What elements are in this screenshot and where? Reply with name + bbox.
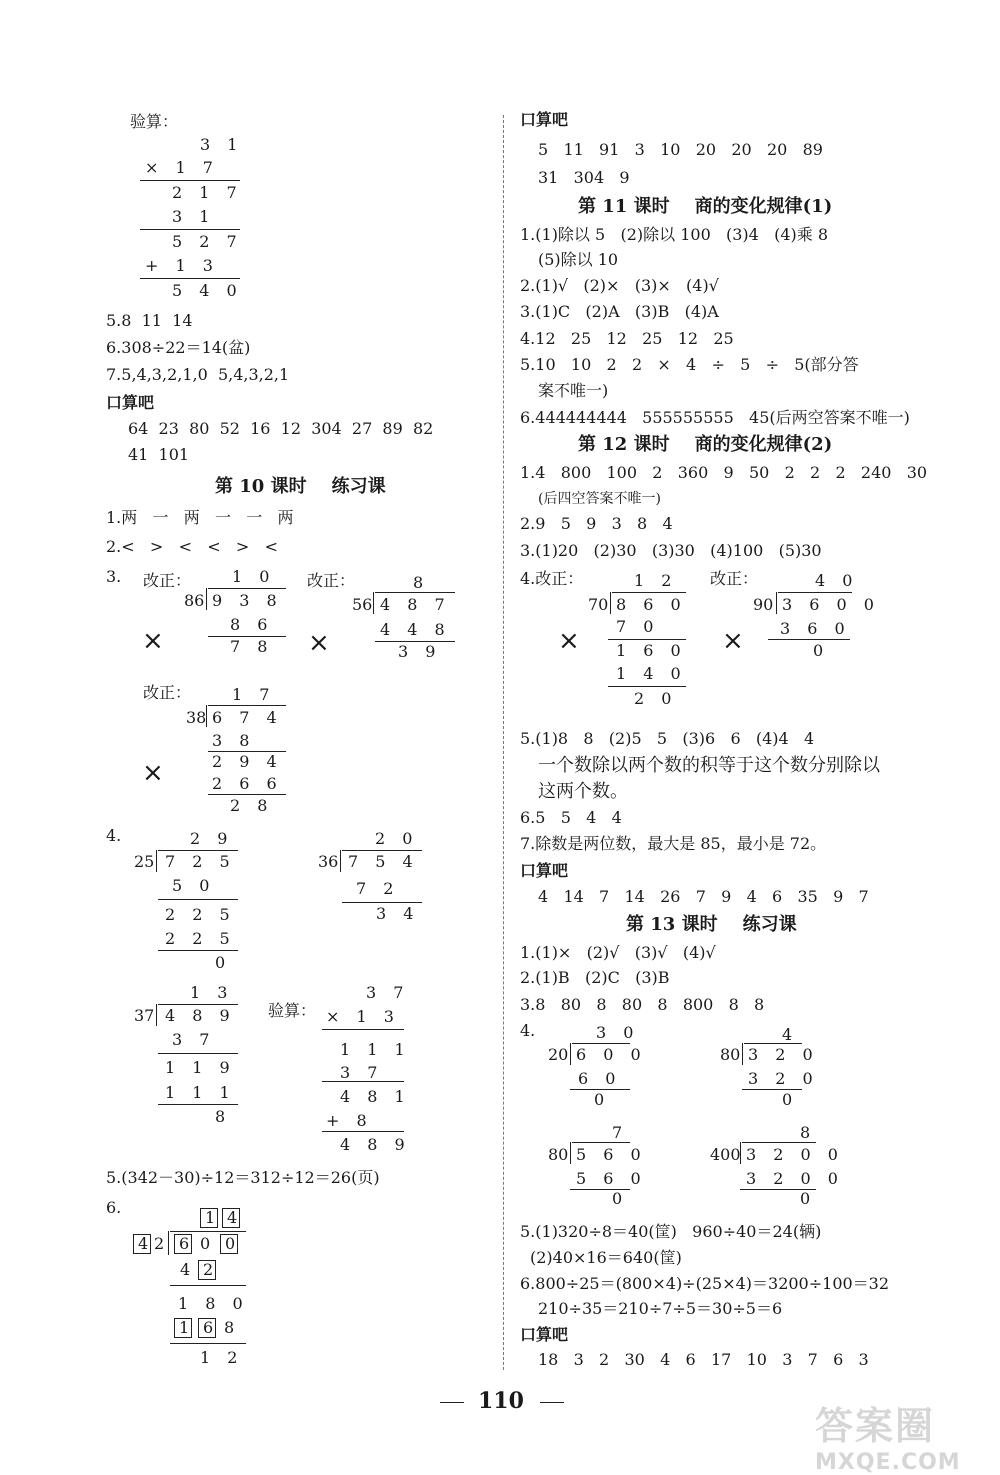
box-digit: 6: [203, 1318, 214, 1337]
divisor: 37: [134, 1006, 155, 1025]
watermark-logo: [815, 1395, 990, 1475]
l13-q5: 5.(1)320÷8＝40(筐) 960÷40＝24(辆): [520, 1222, 822, 1241]
l10-q3: 3.: [106, 567, 122, 586]
column-divider: [503, 115, 504, 1370]
rule-line: [140, 278, 240, 279]
wrong-mark-icon: ×: [142, 758, 164, 788]
rule-line: [140, 180, 240, 181]
l11-q3: 3.(1)C (2)A (3)B (4)A: [520, 302, 719, 321]
partial-product: 3 7: [172, 1030, 216, 1049]
division-bar: [208, 588, 286, 589]
division-bracket: [742, 1043, 743, 1065]
remainder: 8: [215, 1107, 226, 1126]
mult-row: × 1 3: [326, 1007, 400, 1026]
quotient: 1 2: [634, 571, 678, 590]
l10-q2: 2.< > < < > <: [106, 537, 278, 556]
watermark-text: 答案圈: [815, 1404, 936, 1448]
quotient: 7: [612, 1123, 623, 1142]
correction-label: 改正：: [143, 683, 192, 702]
l12-q3: 3.(1)20 (2)30 (3)30 (4)100 (5)30: [520, 541, 822, 560]
division-bracket: [570, 1043, 571, 1065]
dividend: 6 7 4: [212, 708, 283, 727]
wrong-mark-icon: ×: [142, 626, 164, 656]
partial-product: 8 6: [230, 615, 274, 634]
partial-remainder: 1 8 0: [178, 1294, 249, 1313]
rule-line: [170, 1285, 246, 1286]
oral-answers: 41 101: [128, 445, 190, 464]
partial-product: 6 0: [578, 1069, 622, 1088]
rule-line: [322, 1029, 404, 1030]
rule-line: [158, 1104, 238, 1105]
l12-q7: 7.除数是两位数，最大是 85，最小是 72。: [520, 834, 827, 853]
check-label: 验算：: [130, 112, 179, 131]
rule-line: [742, 1089, 802, 1090]
rule-line: [342, 902, 422, 903]
partial-product: 2 2 5: [165, 929, 236, 948]
box-digit: 1: [205, 1208, 216, 1227]
l12-q5-rule-cont: 这两个数。: [538, 781, 628, 802]
division-bar: [208, 705, 286, 706]
watermark-site: MXQE.COM: [815, 1450, 961, 1475]
partial-product: 3 2 0: [748, 1069, 819, 1088]
division-bar: [375, 592, 455, 593]
box-digit: 4: [138, 1234, 149, 1253]
rule-line: [158, 1053, 238, 1054]
dividend: 8 6 0: [616, 595, 687, 614]
l13-q6-cont: 210÷35＝210÷7÷5＝30÷5＝6: [538, 1299, 783, 1318]
mult-row: 5 2 7: [172, 232, 243, 251]
oral-label: 口算吧: [520, 861, 569, 880]
remainder: 0: [813, 641, 824, 660]
footer-dash: [440, 1402, 464, 1403]
divisor: 38: [186, 708, 207, 727]
l11-q1: 1.(1)除以 5 (2)除以 100 (3)4 (4)乘 8: [520, 225, 829, 244]
oral-answers: 31 304 9: [538, 168, 630, 187]
mult-row: 3 1: [200, 135, 244, 154]
remainder: 0: [800, 1189, 811, 1208]
wrong-mark-icon: ×: [558, 626, 580, 656]
partial-product: 3 6 0: [780, 619, 851, 638]
divisor: 25: [134, 852, 155, 871]
correction-label: 改正：: [307, 571, 356, 590]
l13-q3: 3.8 80 8 80 8 800 8 8: [520, 995, 765, 1014]
partial-remainder: 2 2 5: [165, 905, 236, 924]
rule-line: [208, 794, 286, 795]
quotient: 4 0: [815, 571, 859, 590]
mult-row: + 1 3: [145, 256, 219, 275]
correction-label: 改正：: [143, 571, 192, 590]
dividend: 5 6 0: [576, 1145, 647, 1164]
rule-line: [140, 229, 240, 230]
l12-q1-cont: (后四空答案不唯一): [538, 491, 661, 507]
l10-q4: 4.: [106, 826, 122, 845]
mult-row: + 8: [326, 1111, 373, 1130]
partial-remainder: 1 6 0: [616, 641, 687, 660]
product-digit: 8: [224, 1318, 235, 1337]
box-digit: 0: [225, 1234, 236, 1253]
answer-q7: 7.5,4,3,2,1,0 5,4,3,2,1: [106, 365, 290, 384]
quotient: 2 9: [190, 829, 234, 848]
divisor-digit: 2: [154, 1234, 165, 1253]
dividend: 4 8 7: [380, 595, 451, 614]
lesson-13-title: 第 13 课时 练习课: [626, 914, 797, 935]
wrong-mark-icon: ×: [722, 626, 744, 656]
remainder: 2 0: [634, 689, 678, 708]
partial-remainder: 1 1 9: [165, 1058, 236, 1077]
rule-line: [608, 686, 686, 687]
partial-product: 3 2 0 0: [746, 1169, 844, 1188]
quotient: 1 7: [232, 685, 276, 704]
oral-answers: 5 11 91 3 10 20 20 20 89: [538, 140, 823, 159]
oral-answers: 64 23 80 52 16 12 304 27 89 82: [128, 419, 434, 438]
remainder: 0: [215, 953, 226, 972]
division-bracket: [168, 1231, 169, 1255]
dividend: 3 2 0 0: [746, 1145, 844, 1164]
mult-row: 4 8 9: [340, 1135, 411, 1154]
mult-row: 3 7: [340, 1063, 384, 1082]
oral-label: 口算吧: [520, 110, 569, 129]
lesson-12-title: 第 12 课时 商的变化规律(2): [578, 434, 833, 455]
partial-product: 5 6 0: [576, 1169, 647, 1188]
mult-row: × 1 7: [145, 158, 219, 177]
quotient: 2 0: [375, 829, 419, 848]
division-bracket: [570, 1142, 571, 1164]
dividend: 3 6 0 0: [782, 595, 880, 614]
quotient: 1 0: [232, 567, 276, 586]
lesson-11-title: 第 11 课时 商的变化规律(1): [578, 196, 833, 217]
footer-dash: [540, 1402, 564, 1403]
rule-line: [608, 639, 686, 640]
remainder: 1 2: [200, 1348, 244, 1367]
check-label: 验算：: [268, 1001, 317, 1020]
division-bracket: [156, 850, 157, 872]
partial-product: 3 8: [212, 731, 256, 750]
quotient: 8: [413, 573, 424, 592]
mult-row: 4 8 1: [340, 1087, 411, 1106]
oral-answers: 18 3 2 30 4 6 17 10 3 7 6 3: [538, 1350, 869, 1369]
l12-q4: 4.改正：: [520, 569, 584, 588]
mult-row: 3 1: [172, 207, 216, 226]
partial-product: 1 4 0: [616, 664, 687, 683]
dividend: 9 3 8: [212, 591, 283, 610]
divisor: 56: [352, 595, 373, 614]
lesson-10-title: 第 10 课时 练习课: [215, 476, 386, 497]
quotient: 4: [782, 1025, 793, 1044]
l10-q6: 6.: [106, 1198, 122, 1217]
l10-q5: 5.(342－30)÷12＝312÷12＝26(页): [106, 1168, 380, 1187]
l13-q2: 2.(1)B (2)C (3)B: [520, 968, 670, 987]
division-bar: [342, 850, 422, 851]
division-bar: [742, 1142, 816, 1143]
l11-q5: 5.10 10 2 2 × 4 ÷ 5 ÷ 5(部分答: [520, 355, 859, 374]
division-bar: [778, 592, 852, 593]
answer-q6: 6.308÷22＝14(盆): [106, 338, 251, 357]
product-digit: 4: [180, 1260, 191, 1279]
division-bar: [158, 1004, 238, 1005]
remainder: 0: [782, 1090, 793, 1109]
division-bar: [572, 1142, 630, 1143]
divisor: 90: [753, 595, 774, 614]
oral-answers: 4 14 7 14 26 7 9 4 6 35 9 7: [538, 887, 869, 906]
rule-line: [158, 950, 238, 951]
quotient: 3 0: [596, 1023, 640, 1042]
quotient: 1 3: [190, 983, 234, 1002]
box-digit: 4: [227, 1208, 238, 1227]
rule-line: [322, 1081, 404, 1082]
mult-row: 3 7: [366, 983, 410, 1002]
l13-q6: 6.800÷25＝(800×4)÷(25×4)＝3200÷100＝32: [520, 1274, 890, 1293]
division-bracket: [610, 592, 611, 614]
remainder: 0: [594, 1090, 605, 1109]
l12-q5-rule: 一个数除以两个数的积等于这个数分别除以: [538, 755, 880, 776]
rule-line: [170, 1343, 246, 1344]
remainder: 0: [612, 1189, 623, 1208]
page-footer: [440, 1388, 580, 1418]
l11-q1-cont: (5)除以 10: [538, 250, 619, 269]
divisor: 80: [548, 1145, 569, 1164]
division-bracket: [776, 592, 777, 614]
dividend: 7 5 4: [348, 852, 419, 871]
l12-q6: 6.5 5 4 4: [520, 808, 622, 827]
l13-q4: 4.: [520, 1021, 536, 1040]
division-bar: [744, 1043, 802, 1044]
partial-product: 2 6 6: [212, 774, 283, 793]
dividend: 4 8 9: [165, 1006, 236, 1025]
quotient: 8: [800, 1123, 811, 1142]
l12-q2: 2.9 5 9 3 8 4: [520, 514, 673, 533]
dividend: 7 2 5: [165, 852, 236, 871]
l11-q5-cont: 案不唯一): [538, 381, 609, 400]
rule-line: [158, 899, 238, 900]
remainder: 3 9: [398, 642, 442, 661]
l11-q6: 6.444444444 555555555 45(后两空答案不唯一): [520, 408, 910, 427]
rule-line: [768, 639, 850, 640]
box-digit: 6: [179, 1234, 190, 1253]
partial-product: 7 2: [356, 879, 400, 898]
rule-line: [322, 1131, 404, 1132]
divisor: 86: [184, 591, 205, 610]
box-digit: 1: [179, 1318, 190, 1337]
division-bar: [612, 592, 686, 593]
dividend: 3 2 0: [748, 1045, 819, 1064]
partial-product: 1 1 1: [165, 1083, 236, 1102]
answer-q5: 5.8 11 14: [106, 311, 193, 330]
l13-q5-cont: (2)40×16＝640(筐): [530, 1248, 682, 1267]
l12-q1: 1.4 800 100 2 360 9 50 2 2 2 240 30: [520, 463, 928, 482]
partial-remainder: 2 9 4: [212, 752, 283, 771]
l13-q1: 1.(1)× (2)√ (3)√ (4)√: [520, 943, 716, 962]
oral-label: 口算吧: [520, 1325, 569, 1344]
division-bar: [572, 1043, 630, 1044]
l11-q2: 2.(1)√ (2)× (3)× (4)√: [520, 276, 719, 295]
page-number: 110: [478, 1388, 524, 1414]
division-bar: [170, 1231, 246, 1232]
box-digit: 2: [203, 1260, 214, 1279]
partial-product: 4 4 8: [380, 620, 451, 639]
correction-label: 改正：: [710, 569, 759, 588]
mult-row: 1 1 1: [340, 1040, 411, 1059]
wrong-mark-icon: ×: [308, 628, 330, 658]
division-bracket: [206, 588, 207, 610]
oral-label: 口算吧: [106, 393, 155, 412]
dividend: 6 0 0: [576, 1045, 647, 1064]
partial-product: 5 0: [172, 876, 216, 895]
division-bracket: [340, 850, 341, 872]
division-bar: [158, 850, 238, 851]
remainder: 3 4: [376, 904, 420, 923]
l11-q4: 4.12 25 12 25 12 25: [520, 329, 734, 348]
mult-row: 5 4 0: [172, 281, 243, 300]
l10-q1: 1.两 一 两 一 一 两: [106, 508, 294, 527]
mult-row: 2 1 7: [172, 183, 243, 202]
remainder: 2 8: [230, 796, 274, 815]
remainder: 7 8: [230, 637, 274, 656]
divisor: 80: [720, 1045, 741, 1064]
division-bracket: [156, 1004, 157, 1026]
division-bracket: [373, 592, 374, 614]
divisor: 20: [548, 1045, 569, 1064]
dividend-digit: 0: [200, 1234, 211, 1253]
divisor: 400: [710, 1145, 741, 1164]
l12-q5: 5.(1)8 8 (2)5 5 (3)6 6 (4)4 4: [520, 729, 815, 748]
divisor: 70: [588, 595, 609, 614]
divisor: 36: [318, 852, 339, 871]
partial-product: 7 0: [616, 617, 660, 636]
